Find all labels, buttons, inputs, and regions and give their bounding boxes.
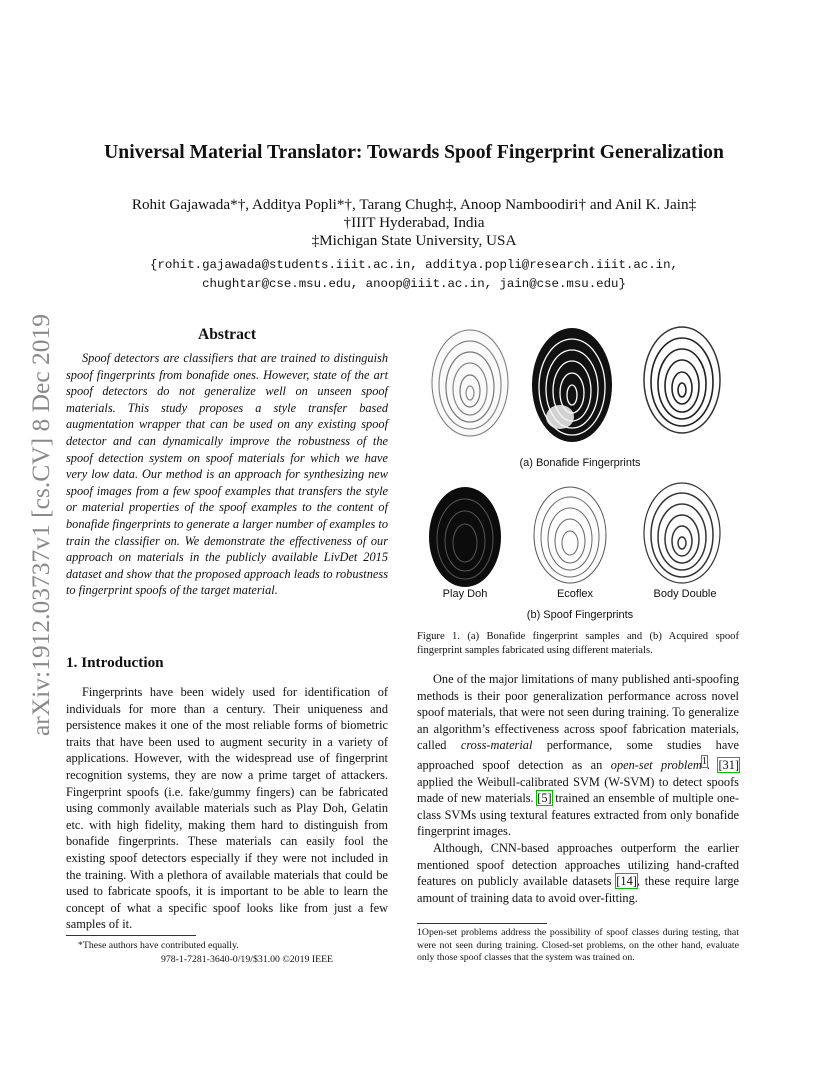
figure-1 xyxy=(420,325,740,630)
abstract-text: Spoof detectors are classifiers that are trained to distinguish spoof fingerprints from bonafide ones. However, state of the art spoof detectors do not generalize well on unseen spoof materials. This study proposes a style transfer based augmentation wrapper that can be used on any existing spoof detector and can dynamically improve the robustness of the spoof detection system on spoof materials for which we have very low data. Our method is an approach for synthesizing new spoof images from a few spoof examples that transfers the style or material properties of the spoof examples to the content of bonafide fingerprints to generate a larger number of examples to train the classifier on. We demonstrate the effectiveness of our approach on materials in the publicly available LivDet 2015 dataset and show that the proposed approach leads to robustness to fingerprint spoofs of the target material. xyxy=(66,351,388,598)
related-work-paragraph-1: One of the major limitations of many published anti-spoofing methods is their poor generalization performance across novel spoof materials, that were not seen during training. To generalize an algorithm’s effectiveness across spoof fabrication materials, called cross-material performance, some studies have approached spoof detection as an open-set problem$^1$. [31] applied the Weibull-calibrated SVM (W-SVM) to detect spoofs made of new materials. [5] trained an ensemble of multiple one-class SVMs using textural features extracted from only bonafide fingerprint images. xyxy=(417,672,740,839)
copyright-line: 978-1-7281-3640-0/19/$31.00 ©2019 IEEE xyxy=(160,954,334,965)
author-block xyxy=(60,196,768,249)
email-line-2[interactable]: chughtar@cse.msu.edu, anoop@iiit.ac.in, jain@cse.msu.edu} xyxy=(202,277,626,291)
figure-1-caption: Figure 1. (a) Bonafide fingerprint samples and (b) Acquired spoof fingerprint samples fabricated using different materials. xyxy=(417,631,739,657)
fingerprint-figure-graphic xyxy=(420,325,740,625)
term-cross-material: cross-material xyxy=(460,738,533,753)
figure-label-playdoh: Play Doh xyxy=(442,588,488,600)
right-column-body xyxy=(417,671,739,906)
affiliation-msu: ‡Michigan State University, USA xyxy=(311,231,517,249)
intro-paragraph-1: Fingerprints have been widely used for identification of individuals for more than a century. Their uniqueness and persistence makes it one of the most reliable forms of biometric traits that have been used to augment security in a variety of applications. However, with the widespread use of fingerprint recognition systems, they are now a prime target of attackers. Fingerprint spoofs (i.e. fake/gummy fingers) can be fabricated using commonly available materials such as Play Doh, Gelatin etc. with high fidelity, making them hard to distinguish from bonafide fingerprints. These materials can easily fool the existing spoof detectors especially if they were not included in the training. With a plethora of available materials that could be used to fabricate spoofs, it is important to be able to learn the concept of what a specific spoof looks like from just a few samples of it. xyxy=(66,685,388,932)
arxiv-identifier: arXiv:1912.03737v1 [cs.CV] 8 Dec 2019 xyxy=(26,313,55,737)
citation-link-5[interactable]: [5] xyxy=(537,791,552,806)
footnotes-left xyxy=(66,940,388,966)
footnote-open-set: 1Open-set problems address the possibility of spoof classes during testing, that were not seen during training. Closed-set problems, on the other hand, evaluate only those spoof classes that the system was trained on. xyxy=(417,927,739,964)
intro-body xyxy=(66,684,388,933)
affiliation-iiit: †IIIT Hyderabad, India xyxy=(343,213,485,231)
fingerprint-bonafide-1 xyxy=(430,328,510,438)
fingerprint-spoof-ecoflex xyxy=(534,487,606,583)
fingerprint-spoof-playdoh xyxy=(429,487,501,587)
figure-label-bodydouble: Body Double xyxy=(653,588,717,600)
figure-label-ecoflex: Ecoflex xyxy=(556,588,594,600)
footnote-equal-contribution: *These authors have contributed equally. xyxy=(78,940,239,951)
paper-title: Universal Material Translator: Towards Spoof Fingerprint Generalization xyxy=(104,142,724,163)
footnote-link-1[interactable]: 1 xyxy=(701,755,707,767)
figure-label-bonafide: (a) Bonafide Fingerprints xyxy=(519,457,641,469)
footnote-rule-right xyxy=(417,923,547,924)
author-emails xyxy=(60,256,768,294)
footnote-rule-left xyxy=(66,935,196,936)
related-work-paragraph-2: Although, CNN-based approaches outperform the earlier mentioned spoof detection approaches utilizing hand-crafted features on publicly available datasets [14], these require large amount of training data to avoid over-fitting. xyxy=(417,841,740,905)
citation-link-14[interactable]: [14] xyxy=(616,874,637,889)
citation-link-31[interactable]: [31] xyxy=(718,758,740,773)
term-open-set-problem: open-set problem xyxy=(610,758,702,773)
abstract-heading: Abstract xyxy=(197,326,257,343)
section-heading-introduction: 1. Introduction xyxy=(66,654,164,671)
email-line-1[interactable]: {rohit.gajawada@students.iiit.ac.in, additya.popli@research.iiit.ac.in, xyxy=(150,258,678,272)
author-list: Rohit Gajawada*†, Additya Popli*†, Tarang Chugh‡, Anoop Namboodiri† and Anil K. Jain‡ xyxy=(131,196,697,213)
fingerprint-bonafide-2 xyxy=(532,328,612,442)
fingerprint-bonafide-3 xyxy=(644,327,720,433)
figure-label-spoof: (b) Spoof Fingerprints xyxy=(526,609,634,621)
fingerprint-spoof-bodydouble xyxy=(644,483,720,583)
